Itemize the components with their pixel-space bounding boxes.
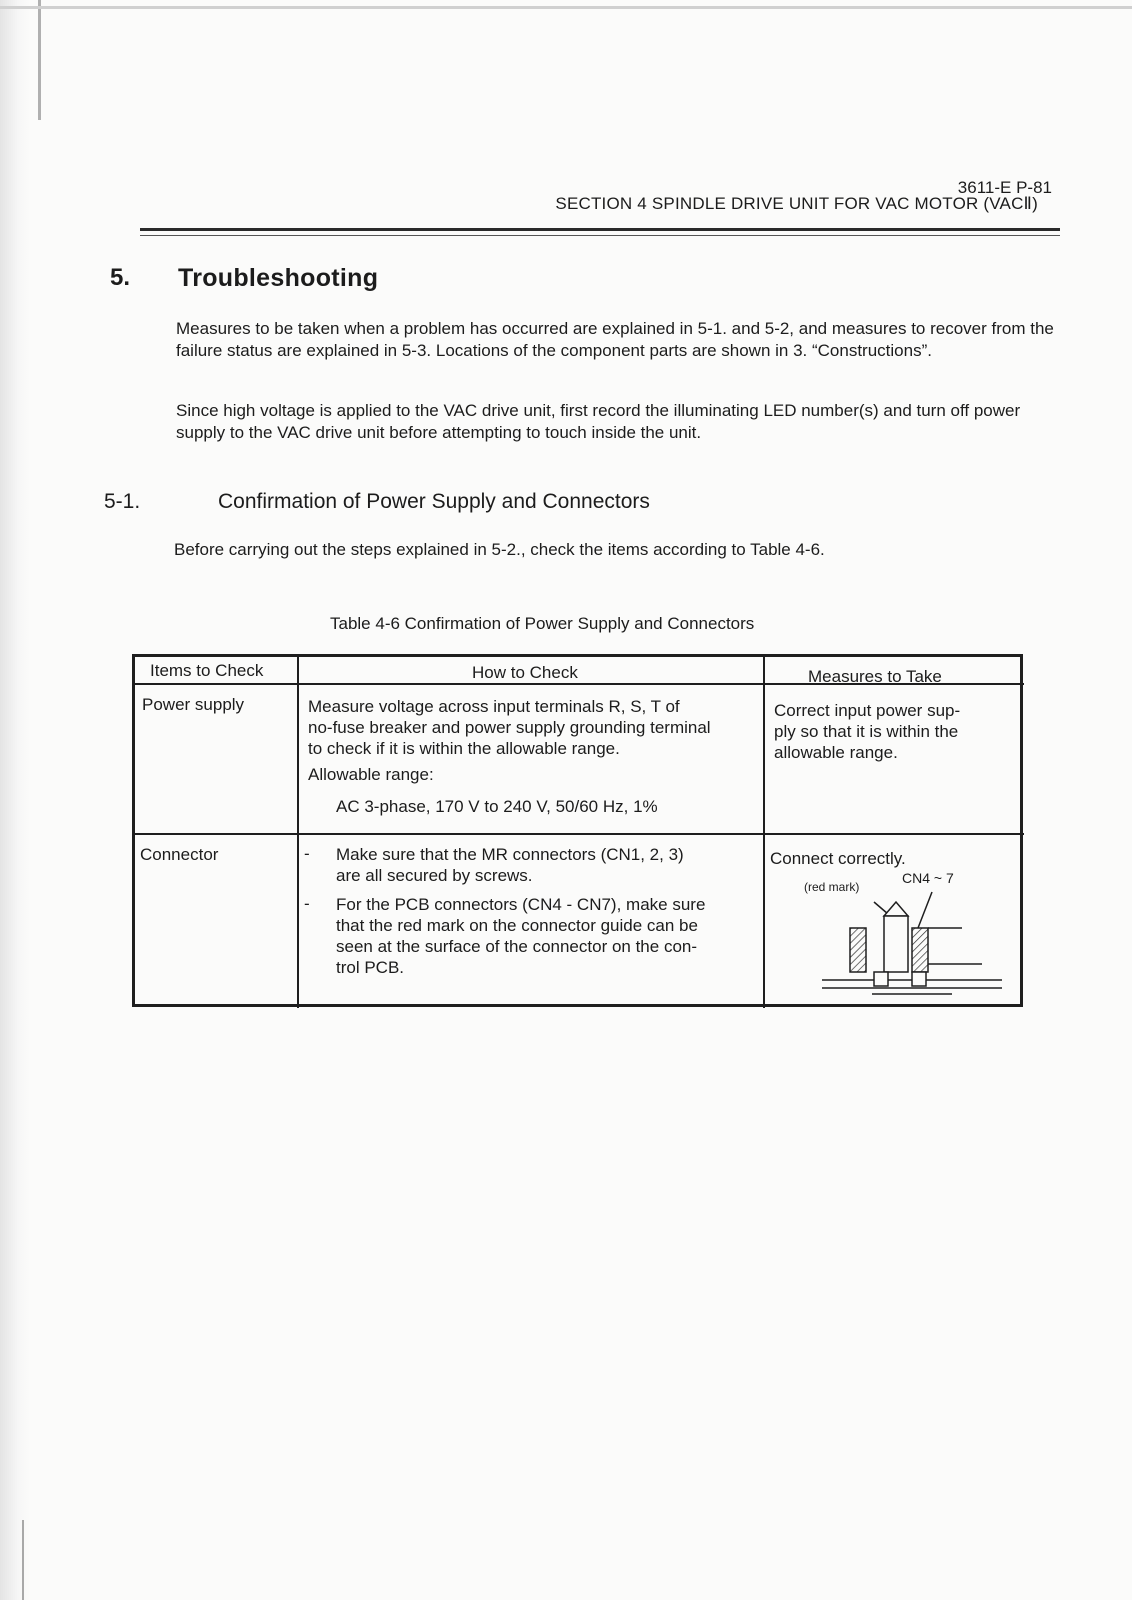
- section-number: 5.: [110, 264, 131, 291]
- check-table: [132, 654, 1024, 1008]
- bullet-dash: -: [304, 844, 310, 863]
- how-line: Measure voltage across input terminals R, S, T of: [308, 697, 680, 716]
- table-caption: Table 4-6 Confirmation of Power Supply and Connectors: [330, 614, 755, 633]
- table-row-item: Connector: [140, 845, 219, 864]
- scan-mark: [38, 0, 41, 120]
- how-line: to check if it is within the allowable range.: [308, 739, 620, 758]
- subsection-number: 5-1.: [104, 490, 141, 513]
- measure-line: ply so that it is within the: [774, 722, 959, 741]
- bullet-line: are all secured by screws.: [336, 866, 533, 885]
- bullet-line: Make sure that the MR connectors (CN1, 2, 3): [336, 845, 684, 864]
- measure-line: Correct input power sup-: [774, 701, 961, 720]
- section-header: SECTION 4 SPINDLE DRIVE UNIT FOR VAC MOTOR (VACⅡ): [555, 194, 1038, 213]
- table-row-item: Power supply: [142, 695, 245, 714]
- bullet-line: that the red mark on the connector guide can be: [336, 916, 698, 935]
- bullet-line: trol PCB.: [336, 958, 405, 977]
- connector-diagram: [812, 882, 1012, 1002]
- diagram-label-cn: CN4 ~ 7: [902, 870, 954, 886]
- allowable-label: Allowable range:: [308, 765, 434, 784]
- diagram-label-red-mark: (red mark): [804, 880, 860, 894]
- column-header-items: Items to Check: [150, 661, 264, 680]
- intro-paragraph: Since high voltage is applied to the VAC drive unit, first record the illuminating LED number(s) and turn off power supply to the VAC drive unit before attempting to touch inside the unit.: [176, 401, 1021, 442]
- bullet-line: seen at the surface of the connector on the con-: [336, 937, 698, 956]
- measure-line: Connect correctly.: [770, 849, 906, 868]
- column-header-how: How to Check: [472, 663, 578, 682]
- scan-mark: [22, 1520, 24, 1600]
- subsection-intro: Before carrying out the steps explained in 5-2., check the items according to Table 4-6.: [174, 540, 825, 559]
- column-header-measures: Measures to Take: [808, 667, 942, 686]
- bullet-line: For the PCB connectors (CN4 - CN7), make sure: [336, 895, 706, 914]
- subsection-title: Confirmation of Power Supply and Connectors: [218, 490, 650, 513]
- measure-line: allowable range.: [774, 743, 898, 762]
- scan-edge: [0, 0, 30, 1600]
- page-reference: 3611-E P-81: [957, 178, 1052, 197]
- allowable-value: AC 3-phase, 170 V to 240 V, 50/60 Hz, 1%: [336, 797, 658, 816]
- header-rule: [140, 235, 1060, 236]
- bullet-dash: -: [304, 894, 310, 913]
- scan-edge: [0, 6, 1132, 9]
- intro-paragraph: Measures to be taken when a problem has occurred are explained in 5-1. and 5-2, and measures to recover from the failure status are explained in 5-3. Locations of the component parts are shown in 3. “Constructions”.: [176, 319, 1054, 360]
- header-rule: [140, 228, 1060, 231]
- section-title: Troubleshooting: [178, 264, 379, 292]
- how-line: no-fuse breaker and power supply grounding terminal: [308, 718, 711, 737]
